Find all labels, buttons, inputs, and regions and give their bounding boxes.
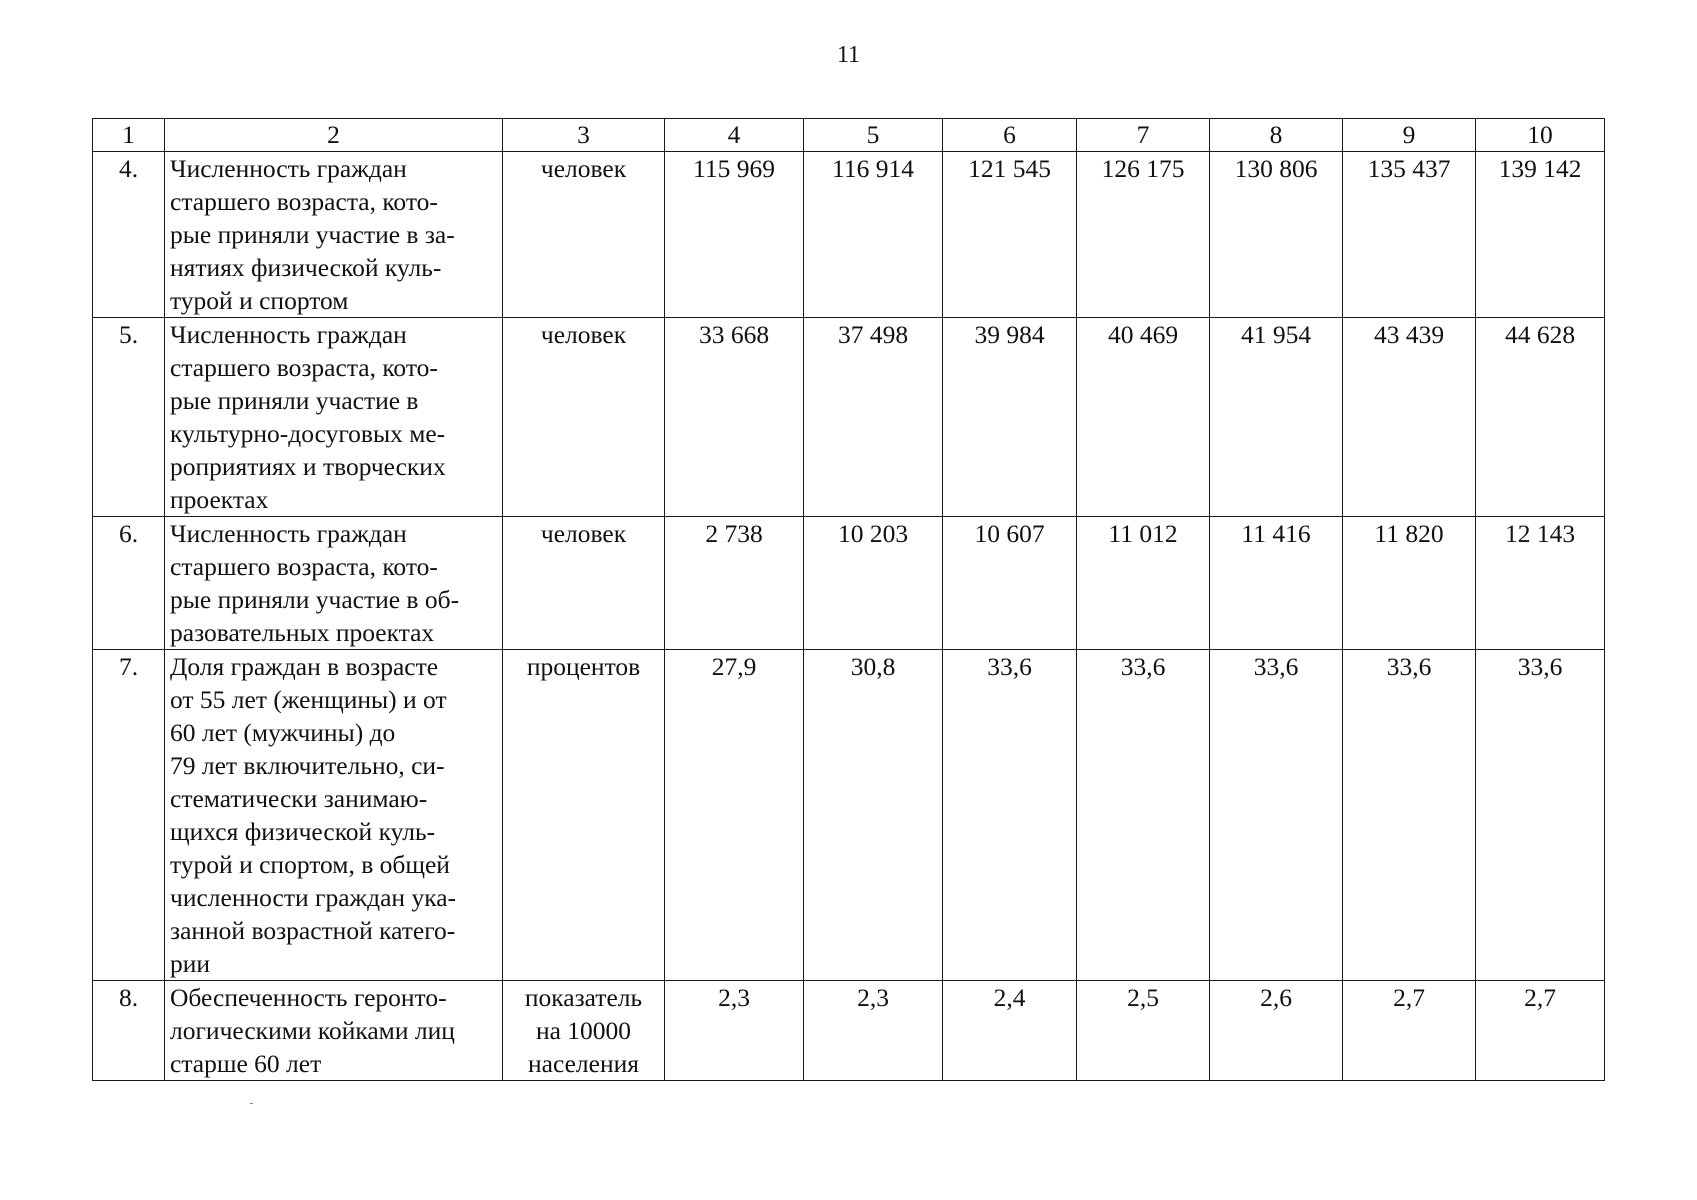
value-cell: 30,8 — [804, 650, 943, 981]
indicator-name-line: 60 лет (мужчины) до — [170, 718, 396, 747]
unit-cell — [503, 517, 665, 650]
indicator-name-cell — [165, 152, 503, 318]
unit-line: на 10000 — [535, 1016, 632, 1045]
value-cell: 2,6 — [1210, 981, 1343, 1081]
table-row — [93, 318, 1605, 517]
indicator-name-line: от 55 лет (женщины) и от — [170, 685, 447, 714]
indicator-name-line: старшего возраста, кото- — [170, 353, 438, 382]
value-cell: 10 607 — [943, 517, 1077, 650]
indicator-name-line: Обеспеченность геронто- — [170, 983, 447, 1012]
indicator-name-cell — [165, 517, 503, 650]
row-number-cell: 8. — [93, 981, 165, 1081]
value-cell: 43 439 — [1343, 318, 1476, 517]
indicator-name-line: турой и спортом — [170, 286, 349, 315]
indicators-table — [92, 118, 1605, 1081]
indicator-name-line: старшего возраста, кото- — [170, 552, 438, 581]
indicator-name-line: роприятиях и творческих — [170, 452, 446, 481]
row-number-cell: 5. — [93, 318, 165, 517]
indicator-name-line: численности граждан ука- — [170, 883, 457, 912]
indicator-name-cell — [165, 981, 503, 1081]
value-cell: 11 416 — [1210, 517, 1343, 650]
value-cell: 2,7 — [1343, 981, 1476, 1081]
value-cell: 37 498 — [804, 318, 943, 517]
indicator-name-cell — [165, 318, 503, 517]
indicator-name-line: старше 60 лет — [170, 1049, 322, 1078]
unit-line: показатель — [524, 983, 643, 1012]
column-number-row — [93, 119, 1605, 152]
value-cell: 27,9 — [665, 650, 804, 981]
indicator-name-line: рые приняли участие в за- — [170, 220, 455, 249]
table-row — [93, 650, 1605, 981]
unit-cell — [503, 650, 665, 981]
header-cell: 4 — [665, 119, 804, 152]
indicator-name-line: культурно-досуговых ме- — [170, 419, 446, 448]
value-cell: 116 914 — [804, 152, 943, 318]
value-cell: 139 142 — [1476, 152, 1605, 318]
header-cell: 2 — [165, 119, 503, 152]
indicator-name-line: Численность граждан — [170, 320, 407, 349]
header-cell: 6 — [943, 119, 1077, 152]
value-cell: 130 806 — [1210, 152, 1343, 318]
indicator-name-line: рые приняли участие в — [170, 386, 419, 415]
row-number-cell: 4. — [93, 152, 165, 318]
indicator-name-line: старшего возраста, кото- — [170, 187, 438, 216]
value-cell: 2,3 — [804, 981, 943, 1081]
value-cell: 135 437 — [1343, 152, 1476, 318]
indicator-name-line: занной возрастной катего- — [170, 916, 456, 945]
header-cell: 7 — [1077, 119, 1210, 152]
indicator-name-line: 79 лет включительно, си- — [170, 751, 445, 780]
indicator-name-line: логическими койками лиц — [170, 1016, 455, 1045]
indicator-name-cell — [165, 650, 503, 981]
row-number-cell: 7. — [93, 650, 165, 981]
value-cell: 11 012 — [1077, 517, 1210, 650]
header-cell: 3 — [503, 119, 665, 152]
header-cell: 5 — [804, 119, 943, 152]
page-number: 11 — [836, 42, 861, 68]
unit-cell — [503, 318, 665, 517]
indicator-name-line: щихся физической куль- — [170, 817, 436, 846]
unit-cell — [503, 981, 665, 1081]
unit-line: процентов — [526, 652, 641, 681]
value-cell: 33,6 — [943, 650, 1077, 981]
indicator-name-line: рии — [170, 949, 211, 978]
header-cell: 10 — [1476, 119, 1605, 152]
indicator-name-line: Численность граждан — [170, 519, 407, 548]
indicator-name-line: турой и спортом, в общей — [170, 850, 450, 879]
table-row — [93, 981, 1605, 1081]
value-cell: 12 143 — [1476, 517, 1605, 650]
value-cell: 39 984 — [943, 318, 1077, 517]
scan-mark — [250, 1103, 253, 1104]
value-cell: 11 820 — [1343, 517, 1476, 650]
row-number-cell: 6. — [93, 517, 165, 650]
value-cell: 2 738 — [665, 517, 804, 650]
value-cell: 33 668 — [665, 318, 804, 517]
header-cell: 1 — [93, 119, 165, 152]
indicator-name-line: нятиях физической куль- — [170, 253, 442, 282]
value-cell: 10 203 — [804, 517, 943, 650]
unit-line: человек — [540, 154, 627, 183]
unit-line: человек — [540, 320, 627, 349]
indicator-name-line: разовательных проектах — [170, 618, 435, 647]
value-cell: 33,6 — [1210, 650, 1343, 981]
indicator-name-line: Численность граждан — [170, 154, 407, 183]
unit-line: населения — [528, 1049, 639, 1078]
value-cell: 2,4 — [943, 981, 1077, 1081]
header-cell: 9 — [1343, 119, 1476, 152]
indicator-name-line: рые приняли участие в об- — [170, 585, 460, 614]
value-cell: 33,6 — [1343, 650, 1476, 981]
indicator-name-line: проектах — [170, 485, 269, 514]
header-cell: 8 — [1210, 119, 1343, 152]
unit-cell — [503, 152, 665, 318]
value-cell: 33,6 — [1476, 650, 1605, 981]
value-cell: 40 469 — [1077, 318, 1210, 517]
value-cell: 2,3 — [665, 981, 804, 1081]
indicator-name-line: Доля граждан в возрасте — [170, 652, 439, 681]
value-cell: 2,5 — [1077, 981, 1210, 1081]
value-cell: 2,7 — [1476, 981, 1605, 1081]
value-cell: 115 969 — [665, 152, 804, 318]
unit-line: человек — [540, 519, 627, 548]
table-row — [93, 152, 1605, 318]
indicator-name-line: стематически занимаю- — [170, 784, 428, 813]
value-cell: 41 954 — [1210, 318, 1343, 517]
value-cell: 44 628 — [1476, 318, 1605, 517]
value-cell: 33,6 — [1077, 650, 1210, 981]
value-cell: 121 545 — [943, 152, 1077, 318]
table-row — [93, 517, 1605, 650]
value-cell: 126 175 — [1077, 152, 1210, 318]
